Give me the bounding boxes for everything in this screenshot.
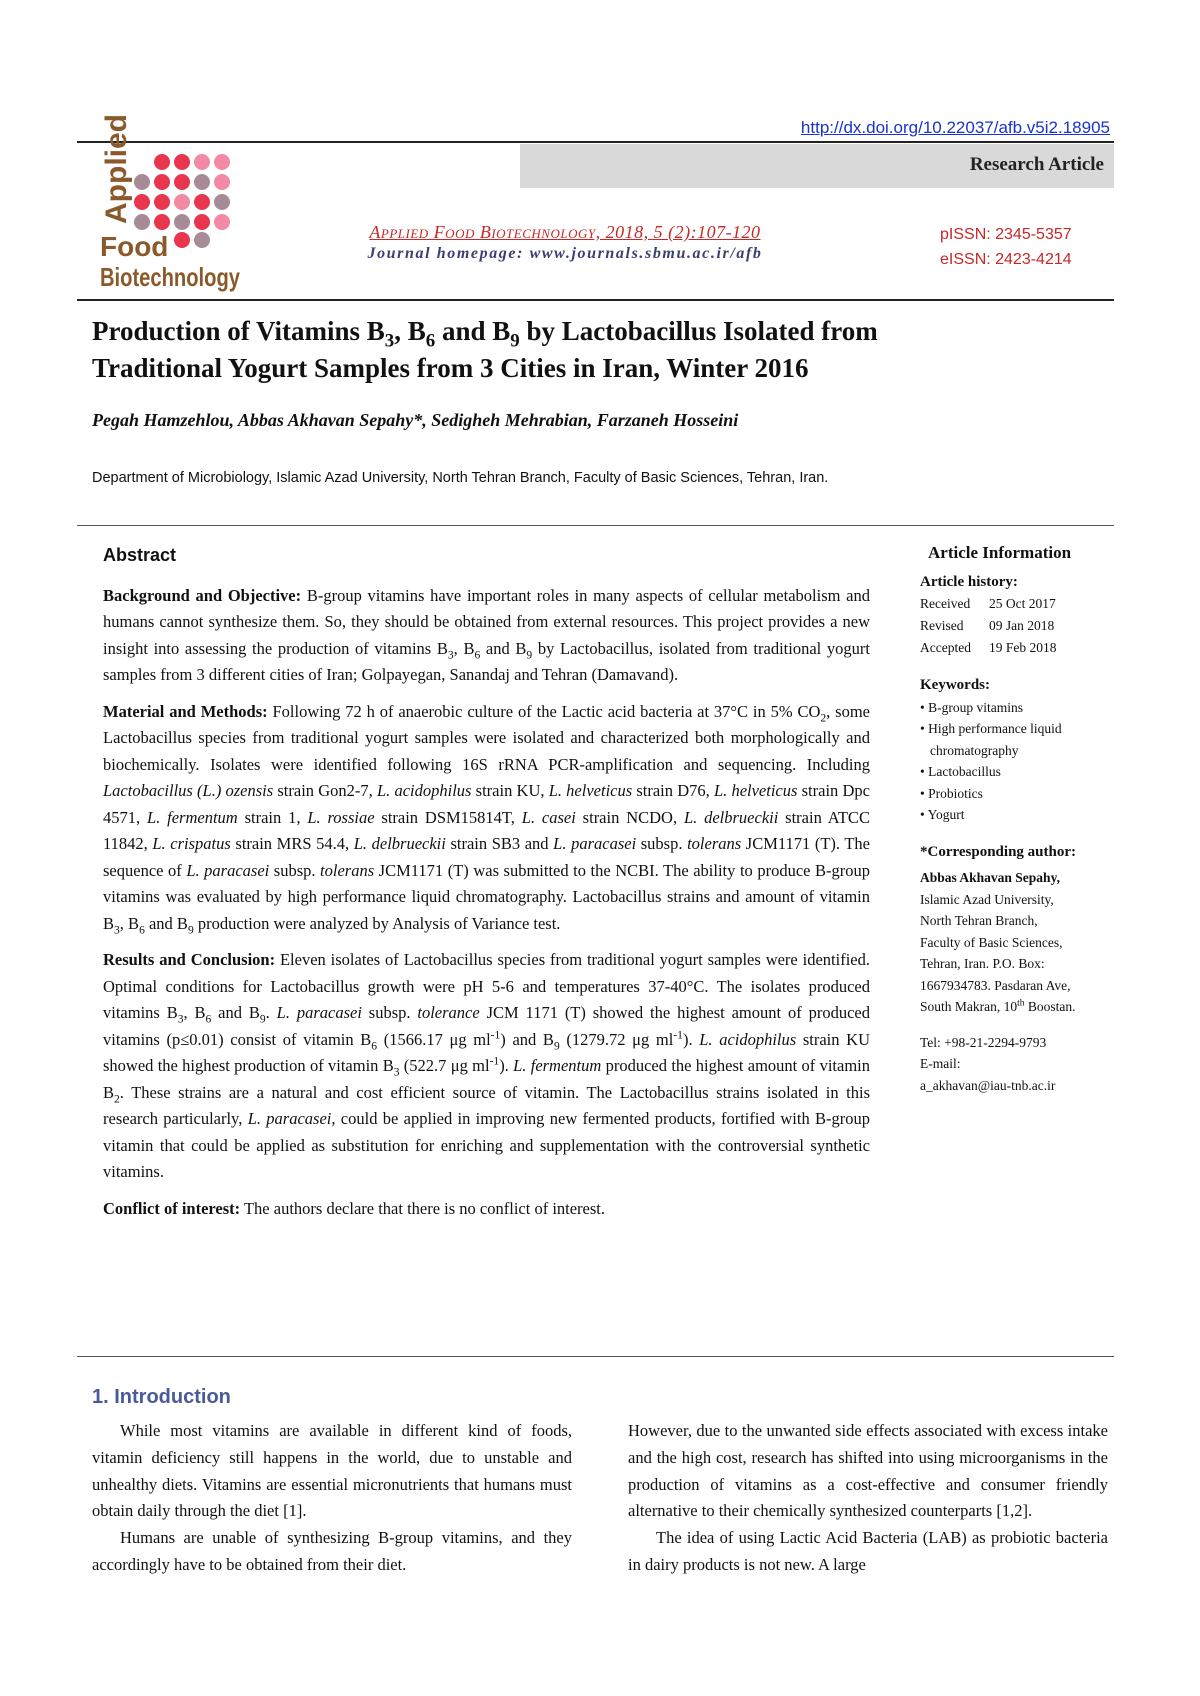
logo-word-biotechnology: Biotechnology (100, 262, 241, 292)
issn-block (940, 222, 1072, 272)
intro-column-right (628, 1418, 1108, 1579)
journal-homepage[interactable]: Journal homepage: www.journals.sbmu.ac.ir/afb (367, 245, 763, 262)
keyword-item: • B-group vitamins (920, 697, 1120, 719)
keyword-item: • Yogurt (920, 804, 1120, 826)
article-info-heading: Article Information (928, 543, 1072, 562)
abstract-methods: Material and Methods: Following 72 h of anaerobic culture of the Lactic acid bacteria at 37°C in 5% $CO_2$, some Lactobacillus species from traditional yogurt samples were isolated and characterized both morphologically and biochemically. Isolates were identified following 16S rRNA PCR-amplification and sequencing. Including Lactobacillus (L.) ozensis strain Gon2-7, L. acidophilus strain KU, L. helveticus strain D76, L. helveticus strain Dpc 4571, L. fermentum strain 1, L. rossiae strain DSM15814T, L. casei strain NCDO, L. delbrueckii strain ATCC 11842, L. crispatus strain MRS 54.4, L. delbrueckii strain SB3 and L. paracasei subsp. tolerans JCM1171 (T). The sequence of L. paracasei subsp. tolerans JCM1171 (T) was submitted to the NCBI. The ability to produce B-group vitamins was evaluated by high performance liquid chromatography. Lactobacillus strains and amount of vitamin $B_3$, $B_6$ and $B_9$ production were analyzed by Analysis of Variance test. (103, 701, 871, 936)
article-type-bar (520, 144, 1114, 188)
keyword-list (920, 697, 1120, 826)
masthead-rule (77, 299, 1114, 301)
introduction-heading: 1. Introduction (92, 1386, 231, 1408)
logo-word-food: Food (100, 231, 169, 262)
abstract-heading: Abstract (103, 545, 177, 565)
history-heading: Article history: (920, 573, 1018, 590)
intro-paragraph: While most vitamins are available in different kind of foods, vitamin deficiency still happens in the world, due to unstable and unhealthy diets. Vitamins are essential micronutrients that humans must obtain daily through the diet [1]. (92, 1421, 572, 1521)
abstract (103, 542, 870, 1232)
abstract-background: Background and Objective: B-group vitamins have important roles in many aspects of cellular metabolism and humans cannot synthesize them. So, they should be obtained from external resources. This project provides a new insight into assessing the production of vitamins $B_3$, $B_6$ and $B_9$ by Lactobacillus, isolated from traditional yogurt samples from 3 different cities of Iran; Golpayegan, Sanandaj and Tehran (Damavand). (103, 585, 870, 684)
intro-paragraph: Humans are unable of synthesizing B-group vitamins, and they accordingly have to be obtained from their diet. (92, 1528, 572, 1574)
history-row: Received 25 Oct 2017 (920, 596, 1056, 611)
affiliation: Department of Microbiology, Islamic Azad University, North Tehran Branch, Faculty of Basic Sciences, Tehran, Iran. (92, 470, 829, 486)
journal-name[interactable]: Applied Food Biotechnology, 2018, 5 (2):107-120 (369, 222, 761, 242)
journal-masthead (300, 222, 830, 263)
keyword-item: • High performance liquid chromatography (920, 718, 1120, 761)
history-row: Accepted 19 Feb 2018 (920, 640, 1057, 655)
journal-logo (96, 114, 246, 292)
doi-link[interactable]: http://dx.doi.org/10.22037/afb.v5i2.18905 (800, 118, 1110, 137)
intro-column-left (92, 1418, 572, 1579)
header-rule (77, 141, 1114, 143)
author-list: Pegah Hamzehlou, Abbas Akhavan Sepahy*, Sedigheh Mehrabian, Farzaneh Hosseini (92, 410, 739, 430)
abstract-bottom-rule (77, 1356, 1114, 1357)
corresponding-email[interactable]: a_akhavan@iau-tnb.ac.ir (920, 1077, 1056, 1093)
abstract-results: Results and Conclusion: Eleven isolates of Lactobacillus species from traditional yogurt samples were identified. Optimal conditions for Lactobacillus growth were pH 5-6 and temperatures 37-40°C. The isolates produced vitamins $B_3$, $B_6$ and $B_9$. L. paracasei subsp. tolerance JCM 1171 (T) showed the highest amount of produced vitamins (p≤0.01) consist of vitamin $B_6$ (1566.17 μg $ml^{-1}$) and $B_9$ (1279.72 μg $ml^{-1}$). L. acidophilus strain KU showed the highest production of vitamin $B_3$ (522.7 μg $ml^{-1}$). L. fermentum produced the highest amount of vitamin $B_2$. These strains are a natural and cost efficient source of vitamin. The Lactobacillus strains isolated in this research particularly, L. paracasei, could be applied in improving new fermented products, fortified with B-group vitamin that could be applied as substitution for enriching and supplementation with the controversial synthetic vitamins. (103, 950, 871, 1181)
eissn: eISSN: 2423-4214 (940, 251, 1072, 268)
email-label: E-mail: (920, 1056, 961, 1071)
article-info (920, 542, 1120, 1096)
keyword-item: • Lactobacillus (920, 761, 1120, 783)
logo-word-applied: Applied (100, 114, 133, 224)
article-title (92, 313, 1112, 387)
logo-graphic (96, 114, 246, 292)
corresponding-heading: *Corresponding author: (920, 843, 1076, 860)
keyword-item: • Probiotics (920, 783, 1120, 805)
corresponding-tel: Tel: +98-21-2294-9793 (920, 1034, 1047, 1050)
abstract-top-rule (77, 525, 1114, 526)
title-line-2: Traditional Yogurt Samples from 3 Cities in Iran, Winter 2016 (92, 353, 809, 383)
intro-paragraph: However, due to the unwanted side effects associated with excess intake and the high cost, research has shifted into using microorganisms in the production of vitamins as a cost-effective and consumer friendly alternative to their chemically synthesized counterparts [1,2]. (628, 1421, 1108, 1521)
corresponding-address: Abbas Akhavan Sepahy, Islamic Azad University, North Tehran Branch, Faculty of Basic Sciences, Tehran, Iran. P.O. Box: 1667934783. Pasdaran Ave, South Makran, 10th Boostan. (920, 870, 1076, 1014)
history-row: Revised 09 Jan 2018 (920, 618, 1055, 633)
abstract-conflict: Conflict of interest: The authors declare that there is no conflict of interest. (103, 1198, 606, 1218)
intro-paragraph: The idea of using Lactic Acid Bacteria (LAB) as probiotic bacteria in dairy products is not new. A large (628, 1528, 1108, 1574)
pissn: pISSN: 2345-5357 (940, 226, 1072, 243)
history-table (920, 593, 1074, 659)
keywords-heading: Keywords: (920, 677, 990, 693)
title-line-1: Production of Vitamins $B_3$, $B_6$ and $B_9$ by Lactobacillus Isolated from (92, 316, 878, 352)
article-type-label: Research Article (969, 154, 1104, 175)
